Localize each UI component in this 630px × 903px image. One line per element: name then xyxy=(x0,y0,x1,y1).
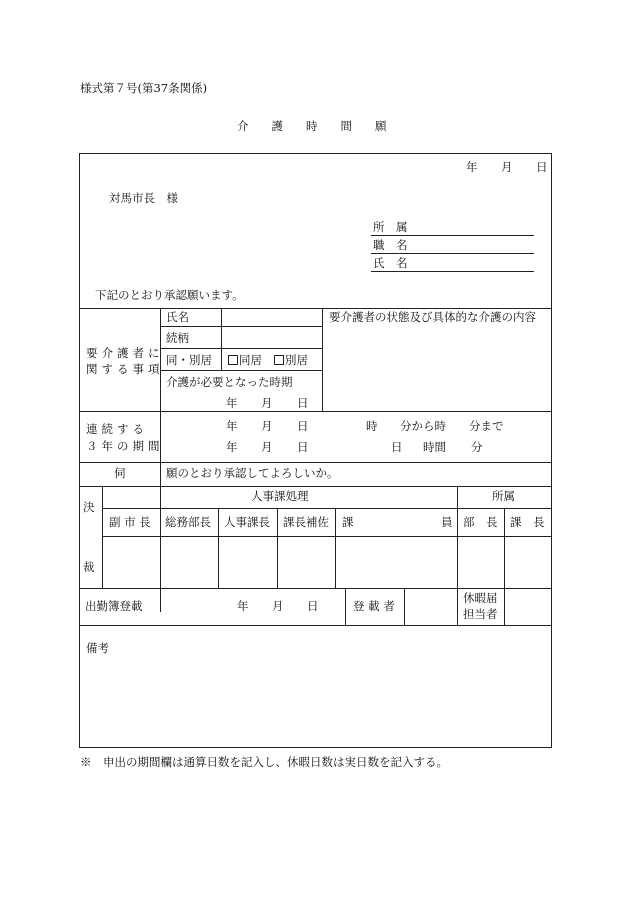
col-deputy-mayor: 副 市 長 xyxy=(109,515,151,529)
header-date-year: 年 xyxy=(466,160,478,174)
need-month: 月 xyxy=(261,396,273,410)
remarks-label: 備考 xyxy=(86,641,109,655)
leave-label-1: 休暇届 xyxy=(463,591,498,605)
stamp-section-staff[interactable] xyxy=(336,537,456,587)
applicant-name-field[interactable] xyxy=(371,271,534,272)
care-section-label-1: 要介護者に xyxy=(86,346,164,360)
care-name-field[interactable] xyxy=(222,309,321,325)
period-row2-month: 月 xyxy=(261,440,273,454)
header-date-month: 月 xyxy=(501,160,513,174)
position-field[interactable] xyxy=(371,253,534,254)
dept-header: 所属 xyxy=(492,489,515,503)
request-text: 下記のとおり承認願います。 xyxy=(95,288,244,302)
col-hr-manager: 人事課長 xyxy=(224,515,270,529)
cohabit-label: 同・別居 xyxy=(166,353,212,367)
need-time-label: 介護が必要となった時期 xyxy=(166,375,293,389)
need-day: 日 xyxy=(297,396,309,410)
period-row1-day: 日 xyxy=(297,419,309,433)
registrar-label: 登 載 者 xyxy=(353,599,395,613)
period-row1-hour: 時 xyxy=(366,419,378,433)
col-assistant-manager: 課長補佐 xyxy=(283,515,329,529)
form-title: 介 護 時 間 願 xyxy=(237,119,387,133)
remarks-field[interactable] xyxy=(80,660,551,746)
period-row1-year: 年 xyxy=(226,419,238,433)
cohabit-option-separate[interactable]: 別居 xyxy=(274,355,308,367)
col-staff: 員 xyxy=(441,515,453,529)
cohabit-same-checkbox[interactable] xyxy=(228,355,238,365)
care-relation-label: 続柄 xyxy=(166,331,189,345)
col-section: 課 xyxy=(342,515,354,529)
stamp-deputy-mayor[interactable] xyxy=(103,537,159,587)
period-row2-year: 年 xyxy=(226,440,238,454)
care-name-label: 氏名 xyxy=(166,310,189,324)
attendance-day: 日 xyxy=(307,599,319,613)
leave-officer-stamp[interactable] xyxy=(505,589,551,624)
stamp-hr-manager[interactable] xyxy=(219,537,276,587)
care-relation-field[interactable] xyxy=(222,327,321,347)
approval-label-bottom: 裁 xyxy=(83,560,95,574)
period-row2-days: 日 xyxy=(391,440,403,454)
condition-label: 要介護者の状態及び具体的な介護の内容 xyxy=(329,310,536,324)
position-label: 職 名 xyxy=(373,238,408,252)
cohabit-separate-checkbox[interactable] xyxy=(274,355,284,365)
period-row1-month: 月 xyxy=(261,419,273,433)
inquiry-text: 願のとおり承認してよろしいか。 xyxy=(166,466,339,480)
stamp-dept-head[interactable] xyxy=(458,537,503,587)
col-general-affairs-director: 総務部長 xyxy=(165,515,211,529)
registrar-stamp[interactable] xyxy=(405,589,456,624)
cohabit-option-same[interactable]: 同居 xyxy=(228,355,262,367)
attendance-label: 出勤簿登載 xyxy=(85,599,143,613)
col-dept-manager: 課 長 xyxy=(510,515,545,529)
footnote: ※ 申出の期間欄は通算日数を記入し、休暇日数は実日数を記入する。 xyxy=(80,755,448,769)
leave-label-2: 担当者 xyxy=(463,607,498,621)
col-dept-head: 部 長 xyxy=(463,515,498,529)
form-number: 様式第７号(第37条関係) xyxy=(80,81,208,95)
hr-header: 人事課処理 xyxy=(251,489,309,503)
period-row2-day: 日 xyxy=(297,440,309,454)
applicant-name-label: 氏 名 xyxy=(373,256,408,270)
period-row1-from: 分から時 xyxy=(400,419,446,433)
stamp-dept-manager[interactable] xyxy=(505,537,551,587)
need-year: 年 xyxy=(226,396,238,410)
inquiry-label: 伺 xyxy=(114,466,126,480)
stamp-general-affairs-director[interactable] xyxy=(161,537,217,587)
approval-label-top: 決 xyxy=(83,500,95,514)
period-row2-minutes: 分 xyxy=(471,440,483,454)
period-row2-hours: 時間 xyxy=(423,440,446,454)
affiliation-label: 所 属 xyxy=(373,220,408,234)
attendance-month: 月 xyxy=(272,599,284,613)
period-label-2: ３年の期間 xyxy=(86,439,164,453)
affiliation-field[interactable] xyxy=(371,235,534,236)
stamp-assistant-manager[interactable] xyxy=(278,537,334,587)
attendance-year: 年 xyxy=(237,599,249,613)
period-label-1: 連続する xyxy=(86,422,148,436)
care-section-label-2: 関する事項 xyxy=(86,362,164,376)
header-date-day: 日 xyxy=(536,160,548,174)
condition-field[interactable] xyxy=(324,328,550,410)
addressee: 対馬市長 様 xyxy=(109,191,178,205)
period-row1-until: 分まで xyxy=(469,419,504,433)
